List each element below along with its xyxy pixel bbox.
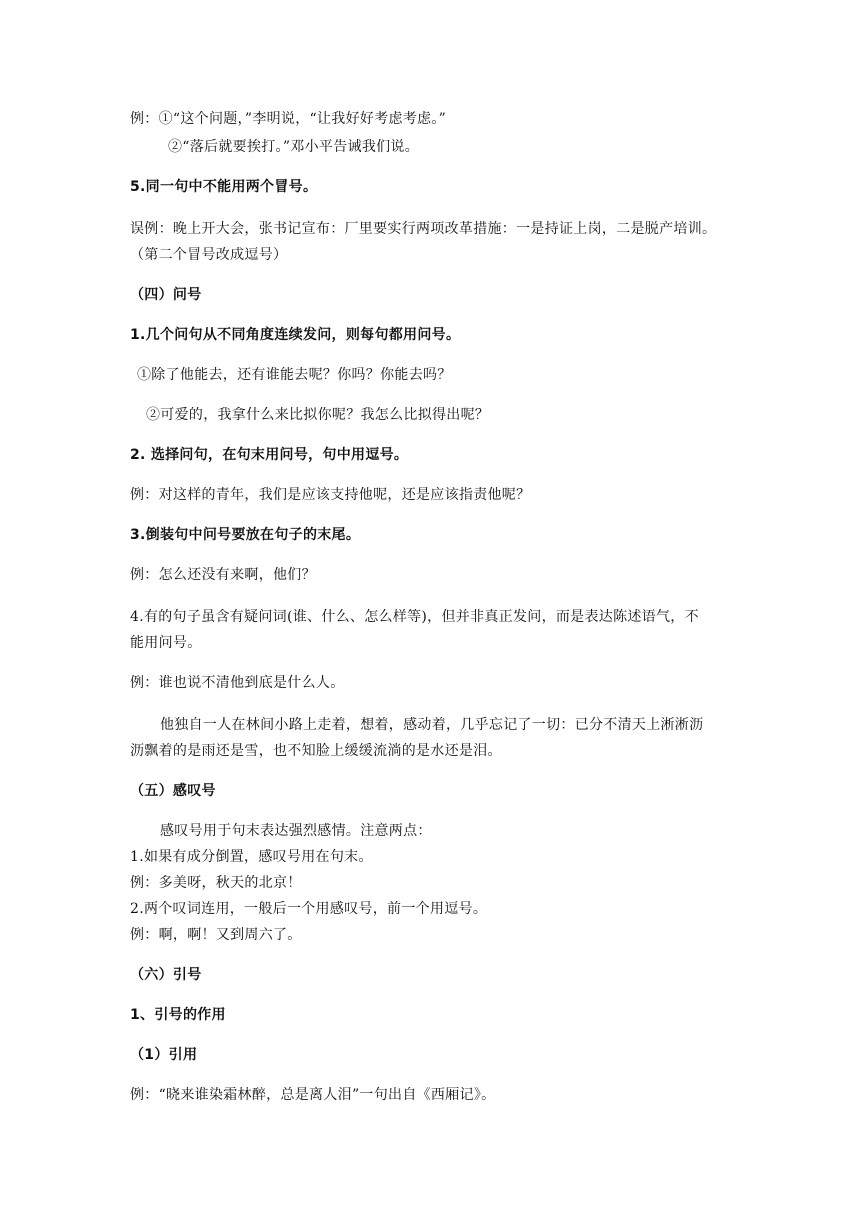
paragraph-line: 他独自一人在林间小路上走着，想着，感动着，几乎忘记了一切：已分不清天上淅淅沥: [160, 717, 704, 733]
rule-heading: 2. 选择问句，在句末用问号，句中用逗号。: [130, 447, 409, 463]
paragraph-line: 沥飘着的是雨还是雪，也不知脸上缓缓流淌的是水还是泪。: [130, 743, 502, 759]
rule-heading: 1.几个问句从不同角度连续发问，则每句都用问号。: [130, 327, 461, 343]
rule-text: 1.如果有成分倒置，感叹号用在句末。: [130, 849, 373, 865]
rule-text: 2.两个叹词连用，一般后一个用感叹号，前一个用逗号。: [130, 901, 488, 917]
example-line: 例：怎么还没有来啊，他们？: [130, 567, 316, 583]
subsection-heading: 1、引号的作用: [130, 1007, 226, 1023]
rule-heading: 5.同一句中不能用两个冒号。: [130, 179, 318, 195]
example-line: 例：啊，啊！又到周六了。: [130, 927, 302, 943]
rule-heading: 3.倒装句中问号要放在句子的末尾。: [130, 527, 361, 543]
rule-text: 能用问号。: [130, 635, 202, 651]
example-line: 例：对这样的青年，我们是应该支持他呢，还是应该指责他呢？: [130, 487, 531, 503]
section-heading-question-mark: （四）问号: [130, 287, 202, 303]
example-line: 例：谁也说不清他到底是什么人。: [130, 675, 345, 691]
example-line: 例：①“这个问题，”李明说，“让我好好考虑考虑。”: [130, 111, 447, 127]
paragraph-line: 感叹号用于句末表达强烈感情。注意两点：: [160, 823, 432, 839]
example-line: 例：多美呀，秋天的北京！: [130, 875, 302, 891]
example-line: 例：“晓来谁染霜林醉，总是离人泪”一句出自《西厢记》。: [130, 1087, 496, 1103]
example-line: ②“落后就要挨打。”邓小平告诫我们说。: [168, 139, 420, 155]
section-heading-exclamation-mark: （五）感叹号: [130, 783, 216, 799]
example-line: ②可爱的，我拿什么来比拟你呢？我怎么比拟得出呢？: [146, 407, 490, 423]
correction-note: （第二个冒号改成逗号）: [130, 247, 288, 263]
rule-text: 4.有的句子虽含有疑问词(谁、什么、怎么样等)，但并非真正发问，而是表达陈述语气，不: [130, 609, 699, 625]
subsection-heading: （1）引用: [130, 1047, 198, 1063]
section-heading-quotation-marks: （六）引号: [130, 967, 202, 983]
example-line: ①除了他能去，还有谁能去呢？你吗？你能去吗？: [137, 367, 452, 383]
wrong-example-line: 误例：晚上开大会，张书记宣布：厂里要实行两项改革措施：一是持证上岗，二是脱产培训。: [130, 221, 717, 237]
